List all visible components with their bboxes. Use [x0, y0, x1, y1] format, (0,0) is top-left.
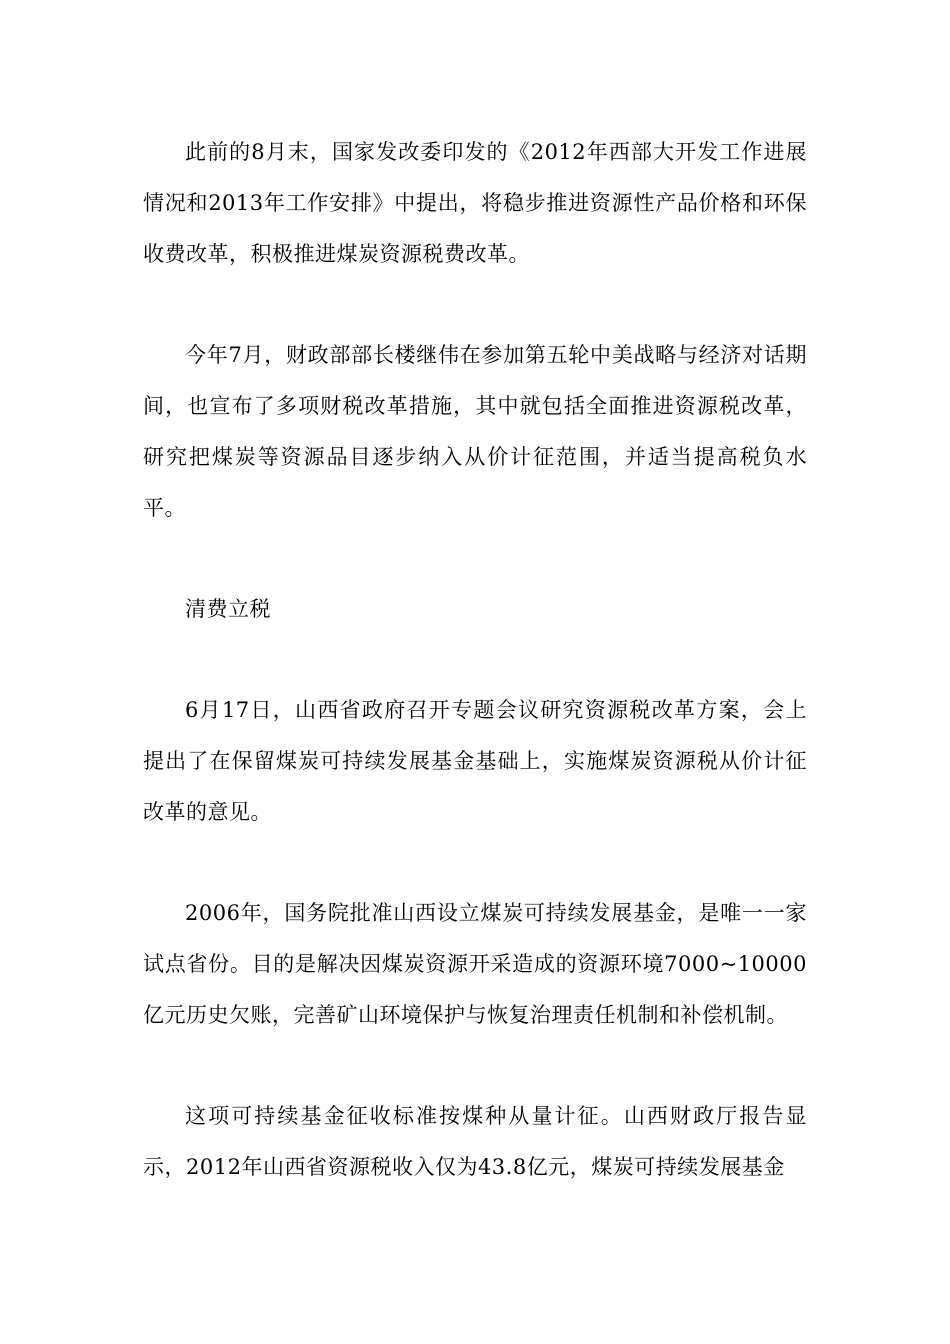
paragraph-fund-standard: 这项可持续基金征收标准按煤种从量计征。山西财政厅报告显示，2012年山西省资源税收入仅为43.8亿元，煤炭可持续发展基金: [143, 1104, 807, 1179]
paragraph-gap: [143, 280, 807, 330]
paragraph-gap: [143, 534, 807, 584]
paragraph-gap: [143, 1041, 807, 1091]
paragraph-gap: [143, 635, 807, 685]
document-body: [143, 127, 807, 1193]
paragraph-finance-minister: 今年7月，财政部部长楼继伟在参加第五轮中美战略与经济对话期间，也宣布了多项财税改革措施，其中就包括全面推进资源税改革，研究把煤炭等资源品目逐步纳入从价计征范围，并适当提高税负水平。: [143, 343, 807, 520]
paragraph-sustainable-fund: 2006年，国务院批准山西设立煤炭可持续发展基金，是唯一一家试点省份。目的是解决因煤炭资源开采造成的资源环境7000~10000亿元历史欠账，完善矿山环境保护与恢复治理责任机制和补偿机制。: [143, 901, 807, 1027]
section-heading: 清费立税: [185, 597, 271, 621]
paragraph-western-development: 此前的8月末，国家发改委印发的《2012年西部大开发工作进展情况和2013年工作安排》中提出，将稳步推进资源性产品价格和环保收费改革，积极推进煤炭资源税费改革。: [143, 140, 807, 266]
paragraph-gap: [143, 838, 807, 888]
paragraph-shanxi-meeting: 6月17日，山西省政府召开专题会议研究资源税改革方案，会上提出了在保留煤炭可持续发展基金基础上，实施煤炭资源税从价计征改革的意见。: [143, 698, 807, 824]
